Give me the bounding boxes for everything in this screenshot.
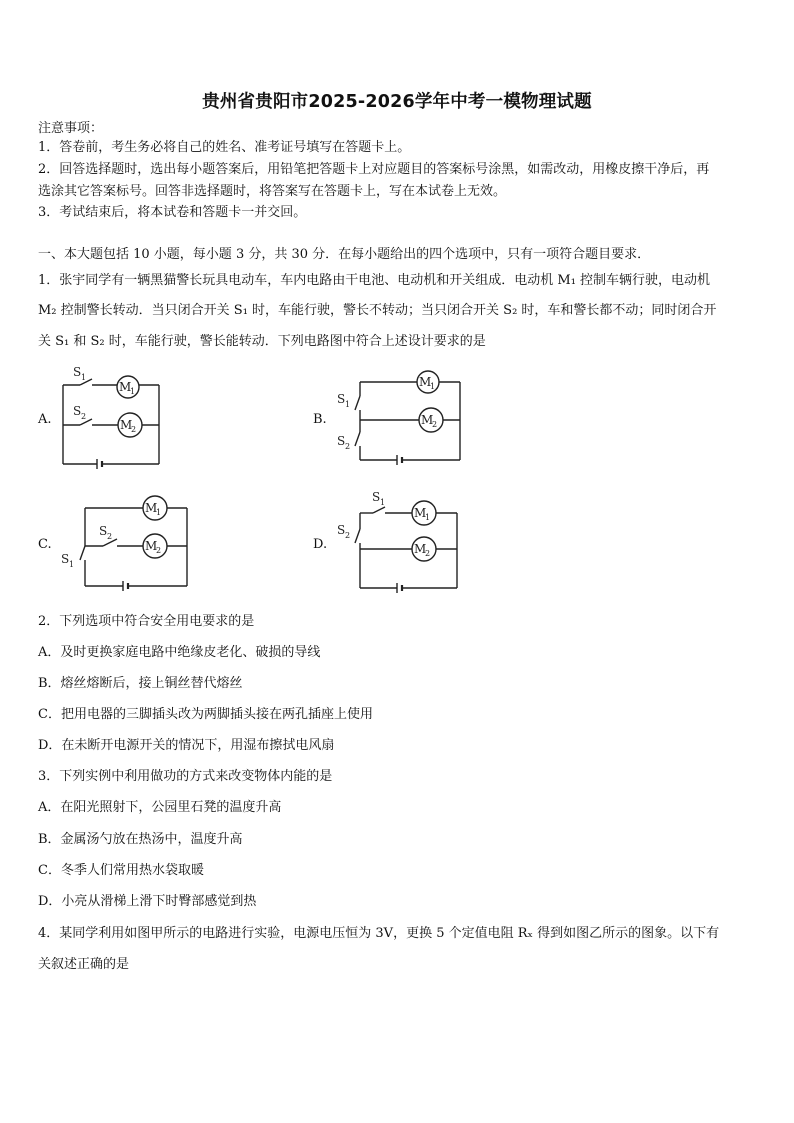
b-m1-label: M bbox=[419, 375, 432, 389]
svg-text:1: 1 bbox=[425, 513, 431, 522]
notice-item-3: 3．考试结束后，将本试卷和答题卡一并交回。 bbox=[38, 205, 307, 220]
q1-option-c-label: C. bbox=[38, 537, 52, 552]
notice-item-2-cont: 选涂其它答案标号。回答非选择题时，将答案写在答题卡上，写在本试卷上无效。 bbox=[38, 184, 507, 199]
b-m2-label: M bbox=[421, 413, 434, 427]
svg-text:1: 1 bbox=[69, 560, 75, 569]
q4-stem-line2: 关叙述正确的是 bbox=[38, 957, 130, 972]
c-s2-label: S bbox=[99, 524, 108, 538]
svg-text:2: 2 bbox=[107, 532, 113, 541]
svg-text:2: 2 bbox=[345, 531, 351, 540]
page-title: 贵州省贵阳市2025-2026学年中考一模物理试题 bbox=[202, 92, 592, 112]
svg-text:2: 2 bbox=[131, 425, 137, 434]
q1-option-d-label: D. bbox=[313, 537, 328, 552]
d-s2-label: S bbox=[337, 523, 346, 537]
c-s1-label: S bbox=[61, 552, 70, 566]
q1-stem-line2: M₂ 控制警长转动．当只闭合开关 S₁ 时，车能行驶，警长不转动；当只闭合开关 S₂ 时，车和警长都不动；同时闭合开 bbox=[38, 303, 717, 318]
notice-heading: 注意事项： bbox=[38, 121, 104, 136]
svg-text:2: 2 bbox=[425, 549, 431, 558]
svg-text:1: 1 bbox=[380, 498, 386, 507]
q1-option-b-label: B. bbox=[313, 412, 327, 427]
a-m1-label: M bbox=[119, 380, 132, 394]
q3-option-c: C．冬季人们常用热水袋取暖 bbox=[38, 863, 204, 878]
b-s1-label: S bbox=[337, 392, 346, 406]
circuit-diagram-d bbox=[335, 485, 475, 595]
q2-option-d: D．在未断开电源开关的情况下，用湿布擦拭电风扇 bbox=[38, 738, 335, 753]
q2-option-c: C．把用电器的三脚插头改为两脚插头接在两孔插座上使用 bbox=[38, 707, 373, 722]
d-m2-label: M bbox=[414, 542, 427, 556]
svg-text:2: 2 bbox=[156, 546, 162, 555]
q1-stem-line1: 1．张宇同学有一辆黑猫警长玩具电动车，车内电路由干电池、电动机和开关组成．电动机 M₁ 控制车辆行驶，电动机 bbox=[38, 273, 711, 288]
svg-text:2: 2 bbox=[81, 412, 87, 421]
q3-option-d: D．小亮从滑梯上滑下时臀部感觉到热 bbox=[38, 894, 257, 909]
section-heading: 一、本大题包括 10 小题，每小题 3 分，共 30 分．在每小题给出的四个选项中，只有一项符合题目要求． bbox=[38, 247, 651, 262]
c-m2-label: M bbox=[145, 539, 158, 553]
d-m1-label: M bbox=[414, 506, 427, 520]
svg-text:1: 1 bbox=[345, 400, 351, 409]
q2-option-a: A．及时更换家庭电路中绝缘皮老化、破损的导线 bbox=[38, 645, 321, 660]
q3-stem: 3．下列实例中利用做功的方式来改变物体内能的是 bbox=[38, 769, 333, 784]
svg-text:1: 1 bbox=[156, 508, 162, 517]
svg-text:2: 2 bbox=[432, 420, 438, 429]
b-s2-label: S bbox=[337, 434, 346, 448]
a-s1-label: S bbox=[73, 365, 82, 379]
q2-stem: 2．下列选项中符合安全用电要求的是 bbox=[38, 614, 255, 629]
q3-option-b: B．金属汤勺放在热汤中，温度升高 bbox=[38, 832, 243, 847]
svg-text:2: 2 bbox=[345, 442, 351, 451]
notice-item-2: 2．回答选择题时，选出每小题答案后，用铅笔把答题卡上对应题目的答案标号涂黑，如需改动，用橡皮擦干净后，再 bbox=[38, 162, 710, 177]
q4-stem-line1: 4．某同学利用如图甲所示的电路进行实验，电源电压恒为 3V，更换 5 个定值电阻 Rₓ 得到如图乙所示的图象。以下有 bbox=[38, 926, 720, 941]
q3-option-a: A．在阳光照射下，公园里石凳的温度升高 bbox=[38, 800, 282, 815]
notice-item-1: 1．答卷前，考生务必将自己的姓名、准考证号填写在答题卡上。 bbox=[38, 140, 411, 155]
svg-text:1: 1 bbox=[430, 382, 436, 391]
circuit-diagram-b bbox=[335, 360, 475, 470]
circuit-diagram-c bbox=[55, 490, 195, 595]
a-m2-label: M bbox=[120, 418, 133, 432]
circuit-diagram-a bbox=[55, 360, 175, 470]
c-m1-label: M bbox=[145, 501, 158, 515]
q1-stem-line3: 关 S₁ 和 S₂ 时，车能行驶，警长能转动．下列电路图中符合上述设计要求的是 bbox=[38, 334, 486, 349]
d-s1-label: S bbox=[372, 490, 381, 504]
q1-option-a-label: A. bbox=[38, 412, 52, 427]
a-s2-label: S bbox=[73, 404, 82, 418]
svg-text:1: 1 bbox=[81, 373, 87, 382]
svg-text:1: 1 bbox=[130, 387, 136, 396]
q2-option-b: B．熔丝熔断后，接上铜丝替代熔丝 bbox=[38, 676, 243, 691]
